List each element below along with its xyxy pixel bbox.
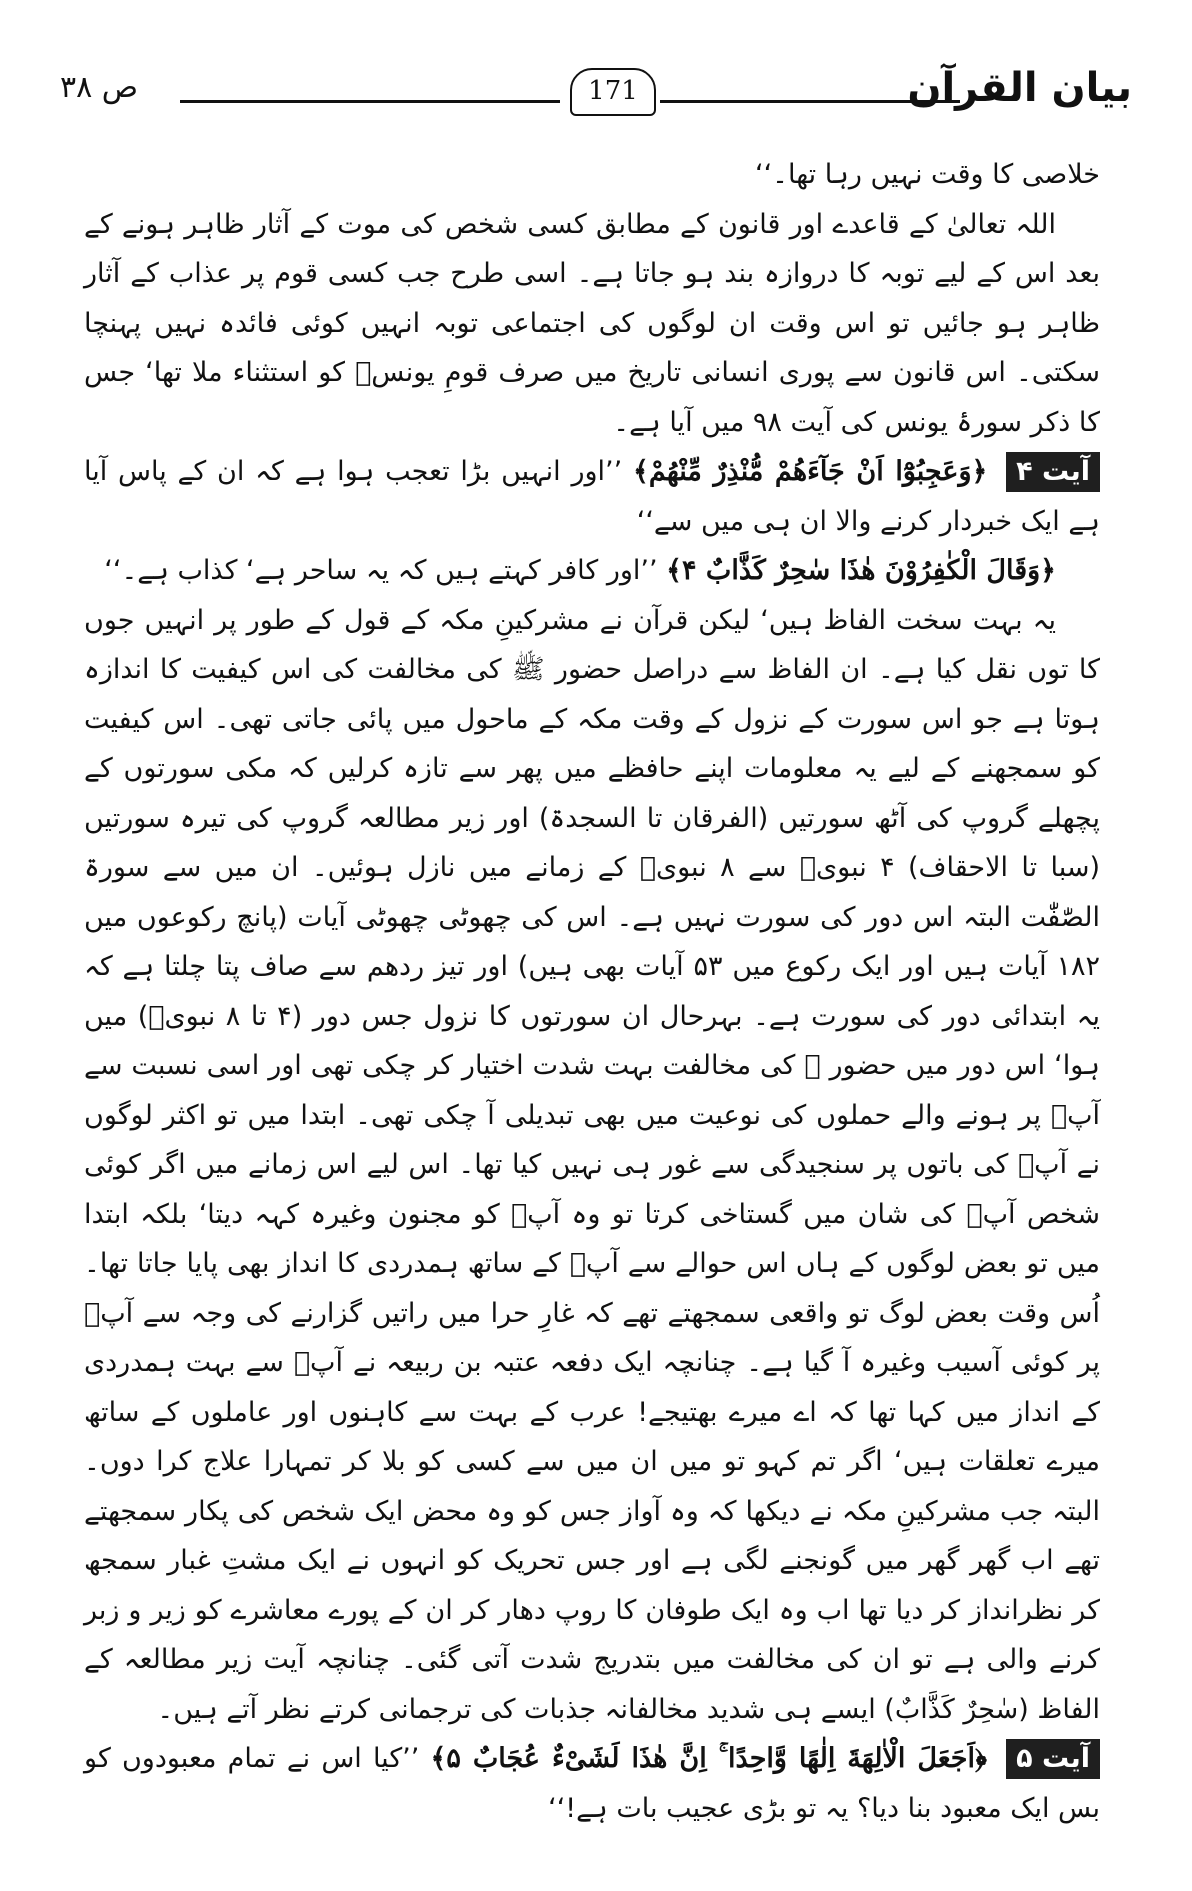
paragraph: اللہ تعالیٰ کے قاعدے اور قانون کے مطابق کسی شخص کی موت کے آثار ظاہر ہونے کے بعد اس کے لیے توبہ کا دروازہ بند ہو جاتا ہے۔ اسی طرح جب کسی قوم پر عذاب کے آثار ظاہر ہو جائیں تو اس وقت ان لوگوں کی اجتماعی توبہ انہیں کوئی فائدہ نہیں پہنچا سکتی۔ اس قانون سے پوری انسانی تاریخ میں صرف قومِ یونسؑ کو استثناء ملا تھا‘ جس کا ذکر سورۂ یونس کی آیت ۹۸ میں آیا ہے۔ [84, 208, 1100, 438]
commentary-paragraph: یہ بہت سخت الفاظ ہیں‘ لیکن قرآن نے مشرکینِ مکہ کے قول کے طور پر انہیں جوں کا توں نقل کیا ہے۔ ان الفاظ سے دراصل حضور ﷺ کی مخالفت کی اس کیفیت کا اندازہ ہوتا ہے جو اس سورت کے نزول کے وقت مکہ کے ماحول میں پائی جاتی تھی۔ اس کیفیت کو سمجھنے کے لیے یہ معلومات اپنے حافظے میں پھر سے تازہ کرلیں کہ مکی سورتوں کے پچھلے گروپ کی آٹھ سورتیں (الفرقان تا السجدۃ) اور زیر مطالعہ گروپ کی تیرہ سورتیں (سبا تا الاحقاف) ۴ نبویؐ سے ۸ نبویؐ کے زمانے میں نازل ہوئیں۔ ان میں سے سورۃ الصّٰفّٰت البتہ اس دور کی سورت نہیں ہے۔ اس کی چھوٹی چھوٹی آیات (پانچ رکوعوں میں ۱۸۲ آیات ہیں اور ایک رکوع میں ۵۳ آیات بھی ہیں) اور تیز ردھم سے صاف پتا چلتا ہے کہ یہ ابتدائی دور کی سورت ہے۔ بہرحال ان سورتوں کا نزول جس دور (۴ تا ۸ نبویؐ) میں ہوا‘ اس دور میں حضور ﷺ کی مخالفت بہت شدت اختیار کر چکی تھی اور اسی نسبت سے آپؐ پر ہونے والے حملوں کی نوعیت میں بھی تبدیلی آ چکی تھی۔ ابتدا میں تو اکثر لوگوں نے آپؐ کی باتوں پر سنجیدگی سے غور ہی نہیں کیا تھا۔ اس لیے اس زمانے میں اگر کوئی شخص آپؐ کی شان میں گستاخی کرتا تو وہ آپؐ کو مجنون وغیرہ کہہ دیتا‘ بلکہ ابتدا میں تو بعض لوگوں کے ہاں اس حوالے سے آپؐ کے ساتھ ہمدردی کا انداز بھی پایا جاتا تھا۔ اُس وقت بعض لوگ تو واقعی سمجھتے تھے کہ غارِ حرا میں راتیں گزارنے کی وجہ سے آپؐ پر کوئی آسیب وغیرہ آ گیا ہے۔ چنانچہ ایک دفعہ عتبہ بن ربیعہ نے آپؐ سے بہت ہمدردی کے انداز میں کہا تھا کہ اے میرے بھتیجے! عرب کے بہت سے کاہنوں اور عاملوں کے ساتھ میرے تعلقات ہیں‘ اگر تم کہو تو میں ان میں سے کسی کو بلا کر تمہارا علاج کرا دوں۔ البتہ جب مشرکینِ مکہ نے دیکھا کہ وہ آواز جس کو وہ محض ایک شخص کی پکار سمجھتے تھے اب گھر گھر میں گونجنے لگی ہے اور جس تحریک کو انہوں نے ایک مشتِ غبار سمجھ کر نظرانداز کر دیا تھا اب وہ ایک طوفان کا روپ دھار کر ان کے پورے معاشرے کو زیر و زبر کرنے والی ہے تو ان کی مخالفت میں بتدریج شدت آتی گئی۔ چنانچہ آیت زیر مطالعہ کے الفاظ (سٰحِرٌ كَذَّابٌ) ایسے ہی شدید مخالفانہ جذبات کی ترجمانی کرتے نظر آتے ہیں۔ [84, 604, 1101, 1725]
surah-reference: ص ۳۸ [60, 70, 139, 105]
ayah-4 [84, 447, 1100, 546]
ayah-label: آیت ۵ [1006, 1739, 1100, 1779]
page-number: 171 [570, 68, 656, 116]
page-header [60, 60, 1132, 120]
ayah-arabic: ﴿وَعَجِبُوْٓا اَنْ جَآءَهُمْ مُّنْذِرٌ مِّنْهُمْ﴾ [633, 456, 988, 487]
ayah-label: آیت ۴ [1006, 452, 1100, 492]
paragraph: خلاصی کا وقت نہیں رہا تھا۔‘‘ [755, 159, 1100, 190]
ayah-arabic: ﴿اَجَعَلَ الْاٰلِهَةَ اِلٰهًا وَّاحِدًا ۚ اِنَّ هٰذَا لَشَیْءٌ عُجَابٌ ۵﴾ [430, 1743, 987, 1774]
ayah-5 [84, 1734, 1100, 1833]
ayah-translation: ’’اور انہیں بڑا تعجب ہوا ہے کہ ان کے پاس آیا ہے ایک خبردار کرنے والا ان ہی میں سے‘‘ [84, 456, 1100, 537]
book-title: بیان القرآن [907, 65, 1132, 111]
ayah-translation: ’’کیا اس نے تمام معبودوں کو بس ایک معبود بنا دیا؟ یہ تو بڑی عجیب بات ہے!‘‘ [84, 1743, 1100, 1824]
ayah-4-continued [84, 546, 1100, 596]
ayah-translation: ’’اور کافر کہتے ہیں کہ یہ ساحر ہے‘ کذاب ہے۔‘‘ [104, 555, 658, 586]
body-text [84, 150, 1100, 1833]
header-rule-left [180, 100, 560, 103]
ayah-arabic: ﴿وَقَالَ الْكٰفِرُوْنَ هٰذَا سٰحِرٌ كَذَّابٌ ۴﴾ [666, 555, 1056, 586]
